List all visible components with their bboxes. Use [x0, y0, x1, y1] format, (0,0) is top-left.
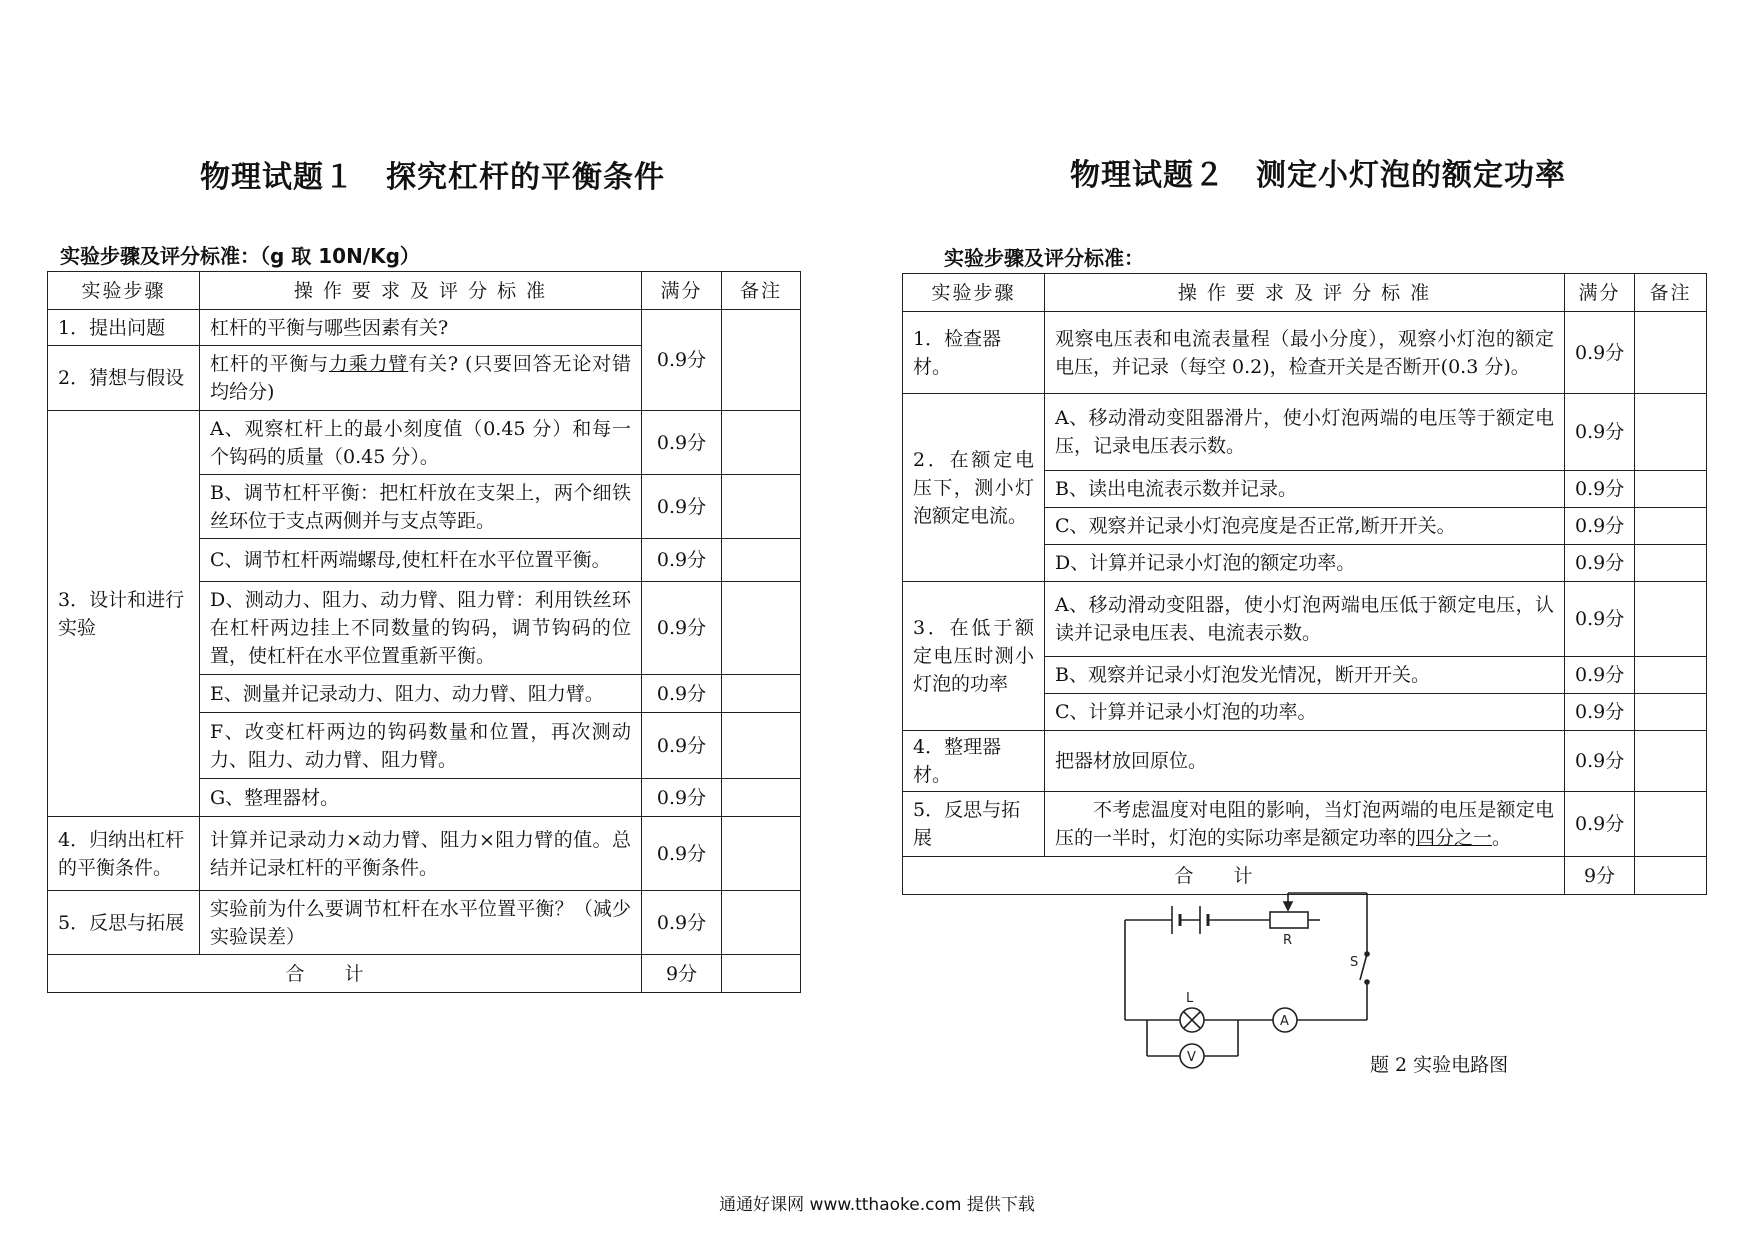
note-cell: [722, 779, 801, 817]
table-header-row: [48, 272, 801, 310]
score-cell: 0.9分: [642, 713, 722, 779]
header-note: 备注: [722, 272, 801, 310]
requirement-cell: 把器材放回原位。: [1045, 731, 1565, 792]
header-note: 备注: [1635, 274, 1707, 312]
requirement-cell: A、观察杠杆上的最小刻度值（0.45 分）和每一个钩码的质量（0.45 分）。: [200, 411, 642, 475]
requirement-cell: B、观察并记录小灯泡发光情况，断开开关。: [1045, 657, 1565, 694]
score-cell: 0.9分: [1565, 545, 1635, 582]
score-cell: 0.9分: [642, 891, 722, 955]
requirement-cell: D、计算并记录小灯泡的额定功率。: [1045, 545, 1565, 582]
requirement-cell: 实验前为什么要调节杠杆在水平位置平衡？（减少实验误差）: [200, 891, 642, 955]
step-cell: 2．在额定电压下，测小灯泡额定电流。: [903, 394, 1045, 582]
score-cell: 0.9分: [642, 582, 722, 675]
score-cell: 0.9分: [1565, 508, 1635, 545]
score-cell: 0.9分: [1565, 582, 1635, 657]
score-cell: 0.9分: [642, 779, 722, 817]
header-score: 满分: [642, 272, 722, 310]
score-cell: 0.9分: [1565, 657, 1635, 694]
requirement-text: 有关? (只要回答无论对错均给分): [210, 353, 631, 403]
table-row: [903, 792, 1707, 857]
score-cell: 0.9分: [1565, 694, 1635, 731]
header-requirements: 操 作 要 求 及 评 分 标 准: [1045, 274, 1565, 312]
requirement-text: 。: [1492, 827, 1512, 849]
requirement-cell: C、计算并记录小灯泡的功率。: [1045, 694, 1565, 731]
voltmeter-label: V: [1187, 1050, 1196, 1065]
note-cell: [1635, 731, 1707, 792]
footer-text: 通通好课网 www.tthaoke.com 提供下载: [719, 1195, 1035, 1215]
note-cell: [1635, 394, 1707, 471]
header-step: 实验步骤: [903, 274, 1045, 312]
note-cell: [722, 411, 801, 475]
lamp-label: L: [1186, 991, 1194, 1006]
note-cell: [1635, 508, 1707, 545]
requirement-cell: D、测动力、阻力、动力臂、阻力臂：利用铁丝环在杠杆两边挂上不同数量的钩码，调节钩码的位置，使杠杆在水平位置重新平衡。: [200, 582, 642, 675]
score-cell: 0.9分: [642, 539, 722, 582]
requirement-cell: C、观察并记录小灯泡亮度是否正常,断开开关。: [1045, 508, 1565, 545]
table-row: [903, 312, 1707, 394]
total-label: 合计: [48, 955, 642, 993]
requirement-text: 不考虑温度对电阻的影响，当灯泡两端的电压是额定电压的一半时，灯泡的实际功率是额定功率的: [1055, 799, 1554, 849]
note-cell: [722, 539, 801, 582]
note-cell: [722, 891, 801, 955]
test2-table: [902, 273, 1707, 895]
table-row: [48, 411, 801, 475]
note-cell: [1635, 471, 1707, 508]
note-cell: [722, 955, 801, 993]
score-cell: 0.9分: [642, 411, 722, 475]
score-cell: 0.9分: [642, 475, 722, 539]
note-cell: [722, 817, 801, 891]
requirement-cell: 观察电压表和电流表量程（最小分度），观察小灯泡的额定电压，并记录（每空 0.2)，检查开关是否断开(0.3 分)。: [1045, 312, 1565, 394]
total-row: [48, 955, 801, 993]
score-cell: 0.9分: [1565, 471, 1635, 508]
rheostat-icon: [1270, 893, 1367, 928]
table-row: [48, 817, 801, 891]
step-cell: 4．归纳出杠杆的平衡条件。: [48, 817, 200, 891]
requirement-cell: 杠杆的平衡与哪些因素有关?: [200, 310, 642, 346]
requirement-cell: 计算并记录动力×动力臂、阻力×阻力臂的值。总结并记录杠杆的平衡条件。: [200, 817, 642, 891]
step-cell: 2．猜想与假设: [48, 346, 200, 411]
underlined-answer: 力乘力臂: [328, 353, 409, 375]
underlined-answer: 四分之一: [1416, 827, 1493, 849]
requirement-cell: [1045, 792, 1565, 857]
total-score: 9分: [1565, 857, 1635, 895]
requirement-cell: [200, 346, 642, 411]
note-cell: [1635, 545, 1707, 582]
battery-icon: [1172, 906, 1208, 934]
circuit-diagram: [1120, 888, 1380, 1078]
table-row: [48, 891, 801, 955]
table-header-row: [903, 274, 1707, 312]
total-label: 合计: [903, 857, 1565, 895]
score-cell: 0.9分: [1565, 792, 1635, 857]
rheostat-label: R: [1283, 933, 1293, 948]
score-cell: 0.9分: [1565, 731, 1635, 792]
test2-title: 物理试题２ 测定小灯泡的额定功率: [1070, 158, 1566, 193]
header-requirements: 操 作 要 求 及 评 分 标 准: [200, 272, 642, 310]
step-cell: 5．反思与拓展: [48, 891, 200, 955]
switch-icon: [1360, 952, 1369, 984]
requirement-cell: A、移动滑动变阻器滑片，使小灯泡两端的电压等于额定电压，记录电压表示数。: [1045, 394, 1565, 471]
note-cell: [1635, 312, 1707, 394]
switch-label: S: [1350, 955, 1359, 970]
requirement-cell: C、调节杠杆两端螺母,使杠杆在水平位置平衡。: [200, 539, 642, 582]
note-cell: [722, 582, 801, 675]
table-row: [903, 731, 1707, 792]
test1-subtitle: 实验步骤及评分标准：（g 取 10N/Kg）: [60, 244, 420, 268]
score-cell: 0.9分: [642, 310, 722, 411]
note-cell: [1635, 857, 1707, 895]
score-cell: 0.9分: [1565, 394, 1635, 471]
note-cell: [1635, 657, 1707, 694]
score-cell: 0.9分: [1565, 312, 1635, 394]
requirement-cell: E、测量并记录动力、阻力、动力臂、阻力臂。: [200, 675, 642, 713]
step-cell: 3．设计和进行实验: [48, 411, 200, 817]
score-cell: 0.9分: [642, 817, 722, 891]
note-cell: [722, 310, 801, 411]
step-cell: 5．反思与拓展: [903, 792, 1045, 857]
table-row: [903, 582, 1707, 657]
note-cell: [1635, 694, 1707, 731]
lamp-icon: [1180, 1008, 1204, 1032]
total-score: 9分: [642, 955, 722, 993]
requirement-cell: B、读出电流表示数并记录。: [1045, 471, 1565, 508]
header-score: 满分: [1565, 274, 1635, 312]
requirement-cell: F、改变杠杆两边的钩码数量和位置，再次测动力、阻力、动力臂、阻力臂。: [200, 713, 642, 779]
test2-subtitle: 实验步骤及评分标准：: [944, 246, 1144, 270]
ammeter-label: A: [1280, 1014, 1289, 1029]
requirement-cell: G、整理器材。: [200, 779, 642, 817]
test1-table: [47, 271, 801, 993]
step-cell: 3．在低于额定电压时测小灯泡的功率: [903, 582, 1045, 731]
step-cell: 1．提出问题: [48, 310, 200, 346]
step-cell: 1．检查器材。: [903, 312, 1045, 394]
test1-title: 物理试题１ 探究杠杆的平衡条件: [200, 160, 665, 195]
requirement-text: 杠杆的平衡与: [210, 353, 329, 375]
score-cell: 0.9分: [642, 675, 722, 713]
table-row: [903, 394, 1707, 471]
circuit-caption: 题 2 实验电路图: [1370, 1054, 1509, 1076]
table-row: [48, 310, 801, 346]
header-step: 实验步骤: [48, 272, 200, 310]
requirement-cell: A、移动滑动变阻器，使小灯泡两端电压低于额定电压，认读并记录电压表、电流表示数。: [1045, 582, 1565, 657]
note-cell: [722, 475, 801, 539]
step-cell: 4．整理器材。: [903, 731, 1045, 792]
note-cell: [722, 713, 801, 779]
note-cell: [1635, 792, 1707, 857]
note-cell: [1635, 582, 1707, 657]
requirement-cell: B、调节杠杆平衡：把杠杆放在支架上，两个细铁丝环位于支点两侧并与支点等距。: [200, 475, 642, 539]
note-cell: [722, 675, 801, 713]
